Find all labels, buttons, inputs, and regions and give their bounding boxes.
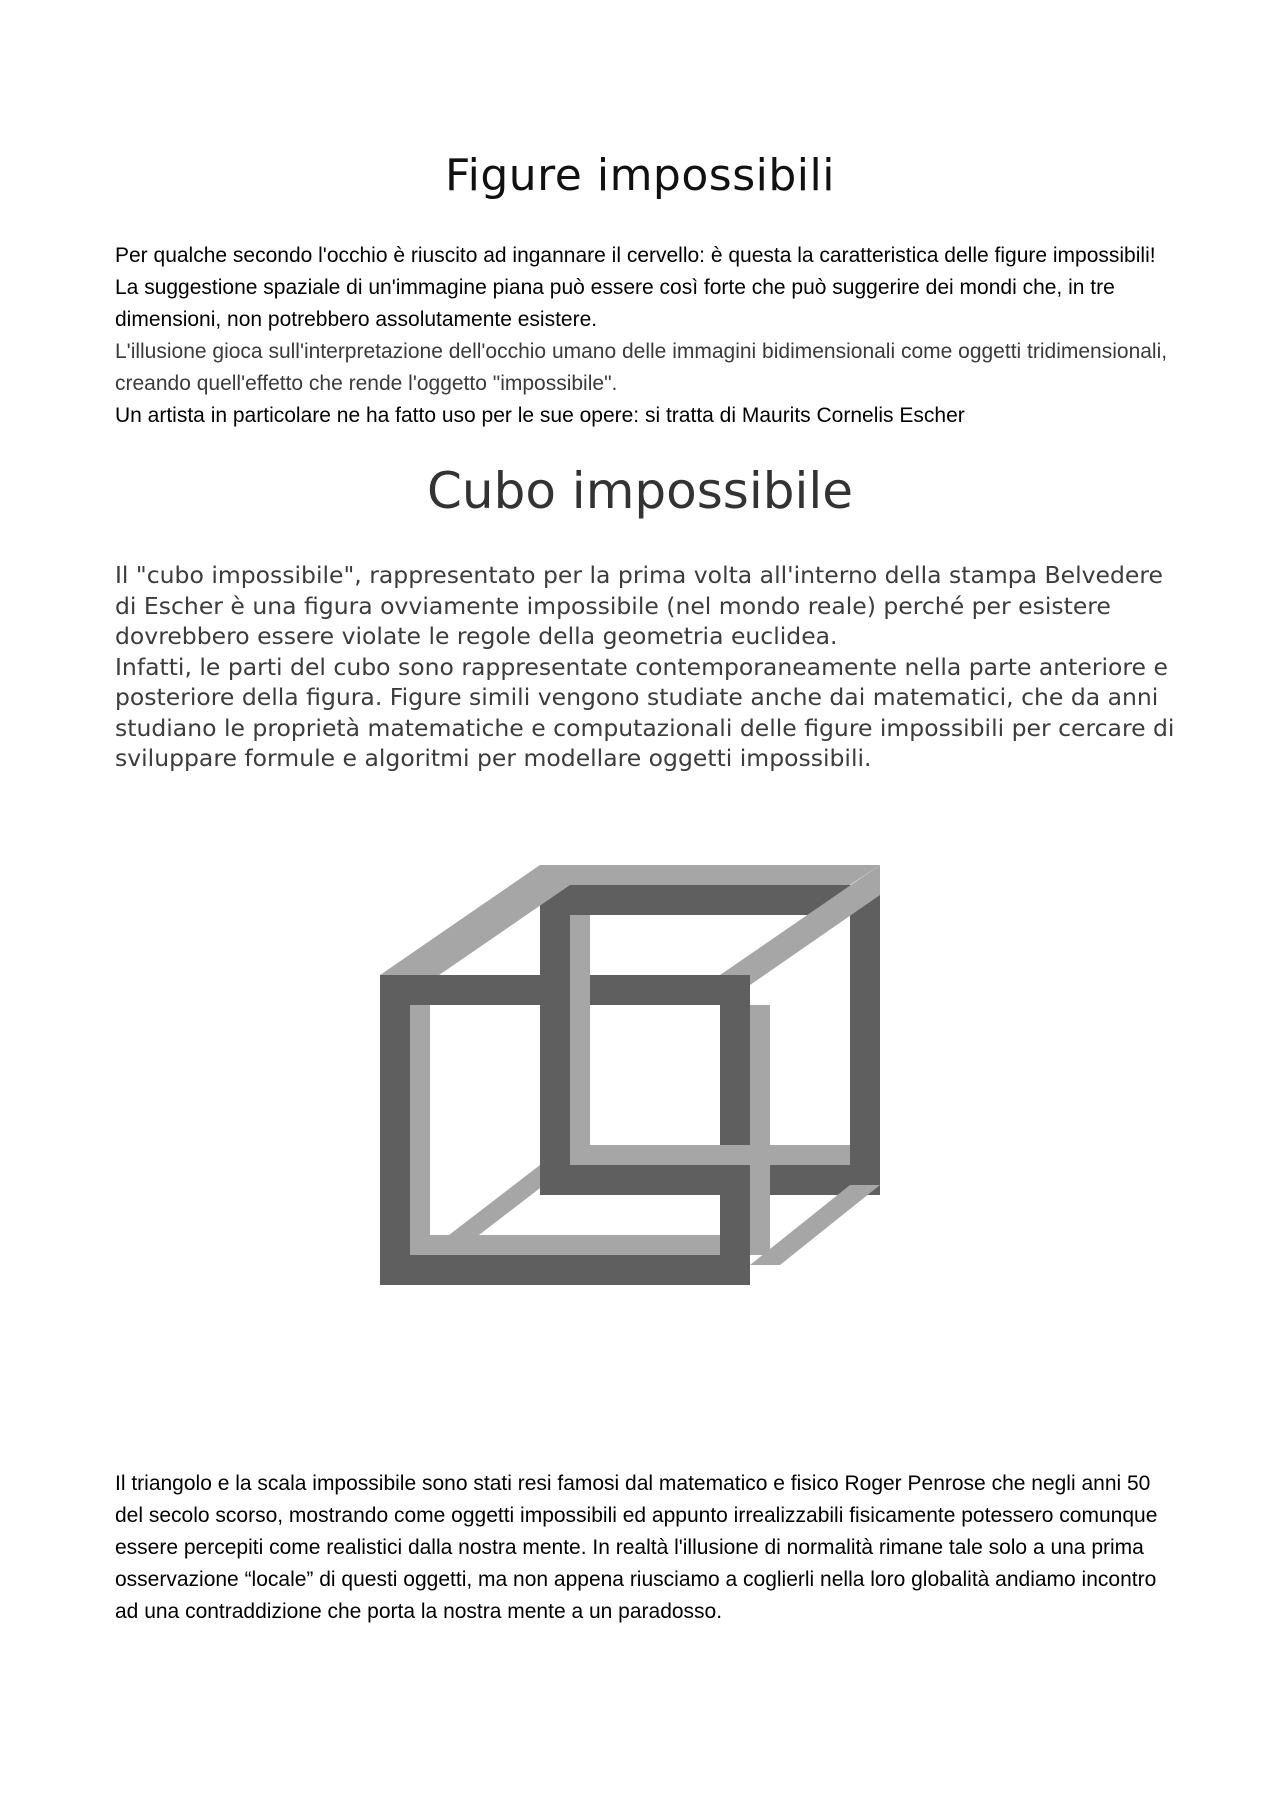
penrose-paragraph: Il triangolo e la scala impossibile sono stati resi famosi dal matematico e fisico Roger Penrose che negli anni 50 del secolo scorso, mostrando come oggetti impossibili ed appunto irrealizzabili fisicamente potessero comunque essere percepiti come realistici dalla nostra mente. In realtà l'illusione di normalità rimane tale solo a una prima osservazione “locale” di questi oggetti, ma non appena riusciamo a coglierli nella loro globalità andiamo incontro ad una contraddizione che porta la nostra mente a un paradosso. bbox=[115, 1472, 1158, 1623]
page-title: Figure impossibili bbox=[445, 150, 835, 201]
front-left-bar bbox=[380, 975, 410, 1285]
back-left-inner bbox=[570, 915, 590, 1165]
impossible-cube-illustration bbox=[380, 865, 890, 1285]
crossing-top bbox=[540, 975, 570, 1005]
front-left-inner bbox=[410, 1005, 430, 1255]
crossing-bottom-back bbox=[540, 1165, 570, 1195]
cube-paragraph-2: Infatti, le parti del cubo sono rappresentate contemporaneamente nella parte anteriore e posteriore della figura. Figure simili vengono studiate anche dai matematici, che da anni studiano le proprietà matematiche e computazionali delle figure impossibili per cercare di sviluppare formule e algoritmi per modellare oggetti impossibili. bbox=[115, 652, 1175, 772]
back-bottom-inner bbox=[570, 1145, 850, 1165]
cube-depth-edges bbox=[380, 865, 880, 1265]
intro-paragraph-1: Per qualche secondo l'occhio è riuscito ad ingannare il cervello: è questa la caratteristica delle figure impossibili! bbox=[115, 244, 1156, 267]
front-right-inner bbox=[750, 1005, 770, 1255]
back-bottom-bar bbox=[540, 1165, 880, 1195]
front-bottom-inner bbox=[410, 1235, 720, 1255]
crossing-bottom-front bbox=[720, 1165, 750, 1195]
intro-paragraph-2: La suggestione spaziale di un'immagine piana può essere così forte che può suggerire dei mondi che, in tre dimensioni, non potrebbero assolutamente esistere. bbox=[115, 276, 1115, 331]
cube-inner-faces bbox=[410, 915, 850, 1255]
intro-paragraph-3: L'illusione gioca sull'interpretazione dell'occhio umano delle immagini bidimensionali come oggetti tridimensionali, creando quell'effetto che rende l'oggetto "impossibile". bbox=[115, 340, 1168, 395]
penrose-section bbox=[115, 1468, 1180, 1628]
cube-heading: Cubo impossibile bbox=[426, 462, 854, 520]
front-bottom-bar bbox=[380, 1255, 750, 1285]
intro-paragraph-4: Un artista in particolare ne ha fatto uso per le sue opere: si tratta di Maurits Cornelis Escher bbox=[115, 404, 965, 427]
front-right-bar bbox=[720, 975, 750, 1285]
intro-section bbox=[115, 240, 1175, 432]
back-right-bar bbox=[850, 885, 880, 1195]
cube-section-text bbox=[115, 560, 1185, 774]
crossing-top-inner bbox=[570, 975, 590, 1005]
cube-paragraph-1: Il "cubo impossibile", rappresentato per la prima volta all'interno della stampa Belvedere di Escher è una figura ovviamente impossibile (nel mondo reale) perché per esistere dovrebbero essere violate le regole della geometria euclidea. bbox=[115, 561, 1163, 650]
